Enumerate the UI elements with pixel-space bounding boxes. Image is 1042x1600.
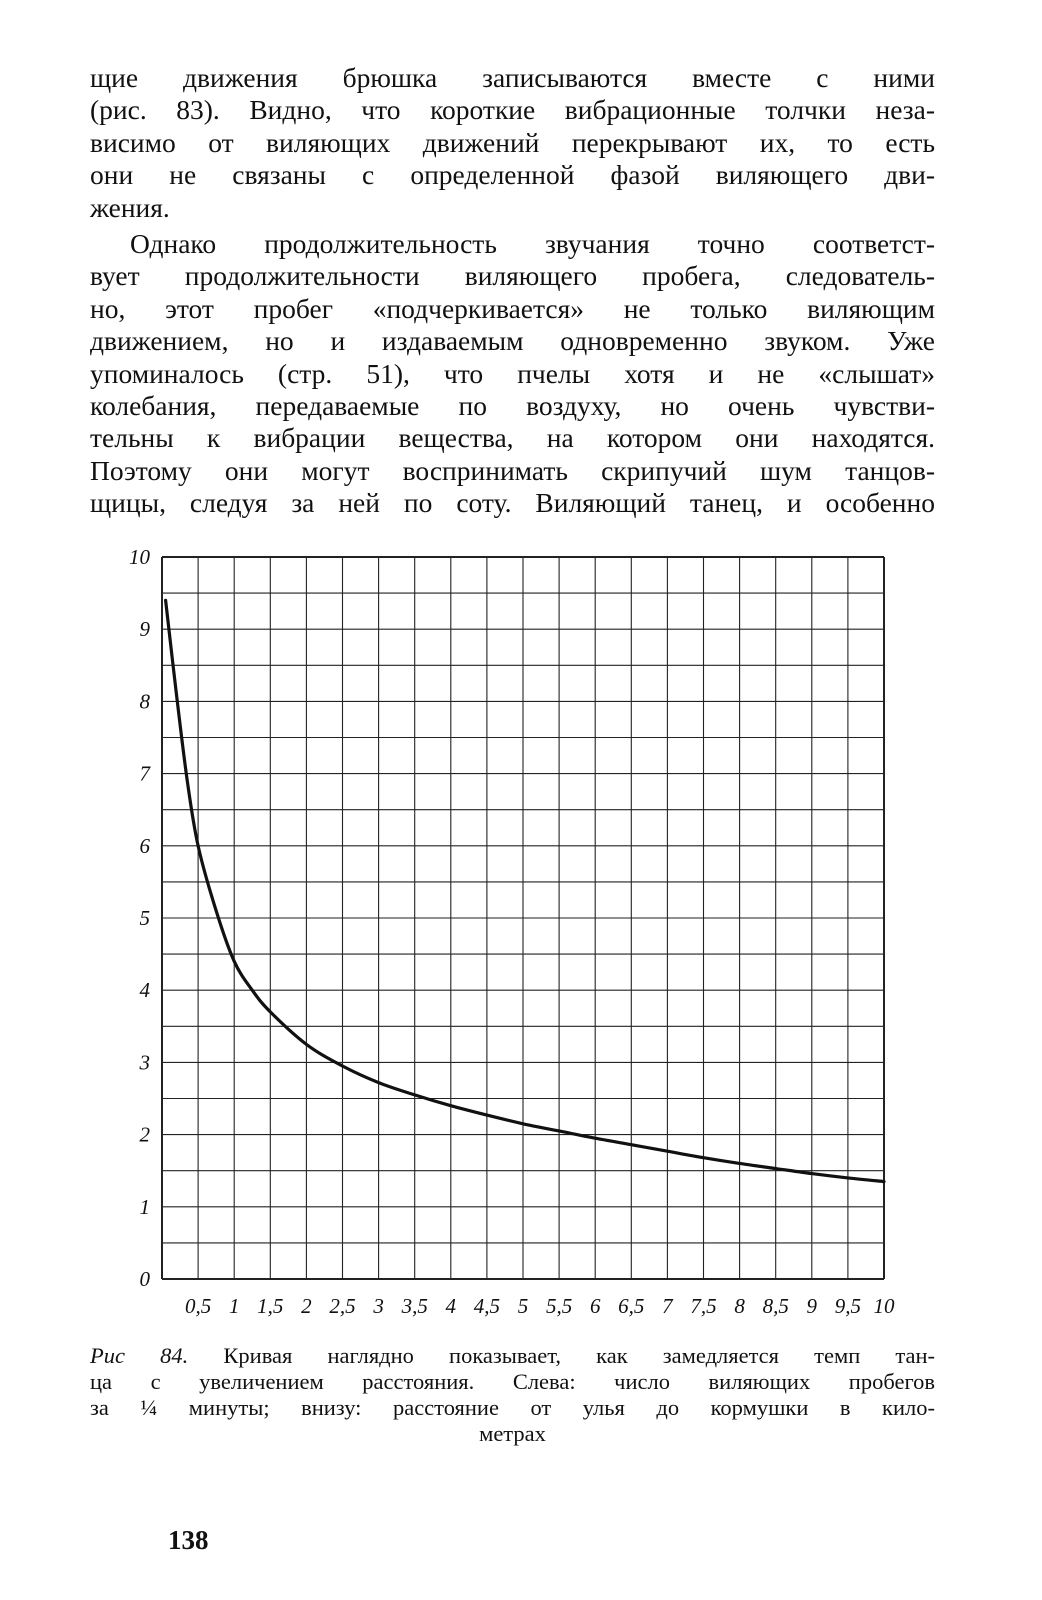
chart-grid <box>162 557 884 1279</box>
y-axis-ticks <box>129 545 152 1291</box>
x-tick-label: 8 <box>734 1294 745 1318</box>
x-tick-label: 4,5 <box>473 1294 501 1318</box>
text-line: щие движения брюшка записываются вместе с ними <box>90 62 935 93</box>
caption-line <box>90 1343 935 1369</box>
y-tick-label: 9 <box>139 617 150 642</box>
x-tick-label: 6,5 <box>618 1294 645 1318</box>
text-line: они не связаны с определенной фазой виляющего дви- <box>90 159 935 191</box>
x-tick-label: 2 <box>301 1294 312 1318</box>
x-axis-ticks <box>185 1294 895 1318</box>
y-tick-label: 5 <box>139 906 150 930</box>
x-tick-label: 7 <box>662 1294 673 1318</box>
x-tick-label: 5,5 <box>545 1294 573 1318</box>
text-line: упоминалось (стр. 51), что пчелы хотя и не «слышат» <box>90 357 935 389</box>
text-line: Однако продолжительность звучания точно соответст- <box>130 228 935 259</box>
text-line: жения. <box>90 191 170 223</box>
y-tick-label: 0 <box>139 1267 150 1291</box>
figure-caption <box>90 1343 935 1447</box>
y-tick-label: 10 <box>129 545 150 569</box>
text-line: щицы, следуя за ней по соту. Виляющий танец, и особенно <box>90 487 935 519</box>
x-tick-label: 3 <box>373 1294 384 1318</box>
caption-line: ца с увеличением расстояния. Слева: число виляющих пробегов <box>90 1369 935 1394</box>
text-line: Поэтому они могут воспринимать скрипучий шум танцов- <box>90 454 935 486</box>
x-tick-label: 1 <box>228 1294 240 1318</box>
x-tick-label: 4 <box>445 1294 457 1318</box>
x-tick-label: 7,5 <box>690 1294 717 1318</box>
y-tick-label: 3 <box>139 1050 150 1075</box>
x-tick-label: 8,5 <box>762 1294 789 1318</box>
text-line: но, этот пробег «подчеркивается» не только виляющим <box>90 292 935 324</box>
caption-text: Кривая наглядно показывает, как замедляется темп тан- <box>223 1343 936 1368</box>
paragraph-2 <box>90 228 935 520</box>
x-tick-label: 3,5 <box>401 1294 428 1318</box>
x-tick-label: 1,5 <box>257 1294 284 1318</box>
text-line: колебания, передаваемые по воздуху, но очень чувстви- <box>90 390 935 422</box>
y-tick-label: 8 <box>139 689 150 714</box>
y-tick-label: 4 <box>139 978 150 1003</box>
caption-line: метрах <box>479 1421 546 1446</box>
text-line: висимо от виляющих движений перекрывают их, то есть <box>90 126 935 158</box>
paragraph-1 <box>90 62 935 224</box>
text-line: вует продолжительности виляющего пробега, следователь- <box>90 260 935 292</box>
caption-line: за ¼ минуты; внизу: расстояние от улья до кормушки в кило- <box>90 1395 935 1420</box>
y-tick-label: 7 <box>139 761 150 786</box>
x-tick-label: 9 <box>806 1294 818 1318</box>
text-line: (рис. 83). Видно, что короткие вибрационные толчки неза- <box>90 94 935 126</box>
y-tick-label: 1 <box>139 1194 150 1219</box>
y-tick-label: 2 <box>139 1122 150 1147</box>
x-tick-label: 2,5 <box>329 1294 356 1318</box>
text-line: тельны к вибрации вещества, на котором они находятся. <box>90 422 935 454</box>
figure-label: Рис 84. <box>90 1343 189 1368</box>
dance-tempo-chart <box>100 535 920 1325</box>
y-tick-label: 6 <box>139 833 150 858</box>
page-number: 138 <box>168 1525 209 1555</box>
x-tick-label: 0,5 <box>184 1294 212 1318</box>
text-line: движением, но и издаваемым одновременно звуком. Уже <box>90 325 935 357</box>
x-tick-label: 5 <box>517 1294 529 1318</box>
x-tick-label: 6 <box>589 1294 601 1318</box>
x-tick-label: 10 <box>873 1294 895 1318</box>
x-tick-label: 9,5 <box>834 1294 862 1318</box>
